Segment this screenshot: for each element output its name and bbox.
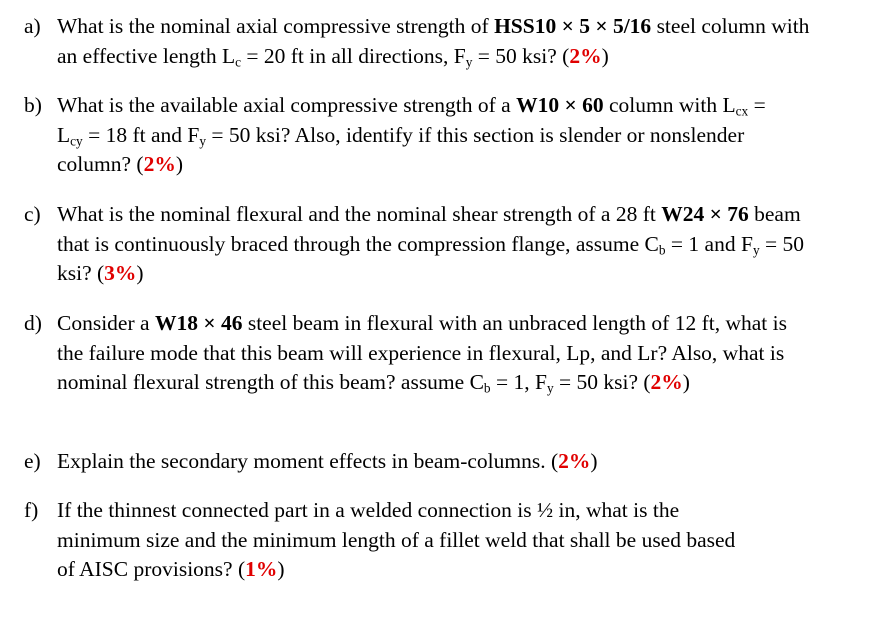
section-designation: W18 × 46 [154,311,243,335]
weight-percent: 2% [558,449,591,473]
weight-percent: 2% [143,152,176,176]
question-text: Explain the secondary moment effects in beam-columns. (2%) [57,449,598,473]
weight-percent: 2% [569,43,602,68]
question-d [24,309,844,398]
section-designation: W10 × 60 [516,93,604,117]
question-text: Consider a W18 × 46 steel beam in flexural with an unbraced length of 12 ft, what is the failure mode that this beam will experience in flexural, Lp, and Lr? Also, what is nominal flexural strength of this beam? assume $C_b = 1$, $F_y = 50$ ksi? (2%) [57,311,787,396]
question-label: c) [24,202,41,226]
weight-percent: 1% [245,557,278,581]
question-text: What is the nominal axial compressive strength of HSS10 × 5 × 5/16 steel column with an effective length $L_c = 20$ ft in all directions, $F_y = 50$ ksi? (2%) [57,14,810,69]
section-designation: HSS10 × 5 × 5/16 [494,14,652,38]
question-label: b) [24,93,42,117]
question-label: d) [24,311,42,335]
question-b [24,91,844,180]
question-text: If the thinnest connected part in a welded connection is ½ in, what is the minimum size and the minimum length of a fillet weld that shall be used based of AISC provisions? (1%) [57,498,736,581]
question-a [24,12,844,71]
question-c [24,200,844,289]
question-label: f) [24,498,39,522]
weight-percent: 3% [104,261,137,285]
question-e [24,447,844,477]
weight-percent: 2% [650,370,683,394]
question-text: What is the available axial compressive strength of a W10 × 60 column with $L_{cx} = L_{cy} = 18$ ft and $F_y = 50$ ksi? Also, identify if this section is slender or nonslender column? (2%) [57,93,766,176]
question-label: e) [24,449,41,473]
question-text: What is the nominal flexural and the nominal shear strength of a 28 ft W24 × 76 beam that is continuously braced through the compression flange, assume $C_b = 1$ and $F_y = 50$ ksi? (3%) [57,202,804,285]
section-designation: W24 × 76 [661,202,749,226]
question-f [24,496,844,585]
question-label: a) [24,14,41,38]
